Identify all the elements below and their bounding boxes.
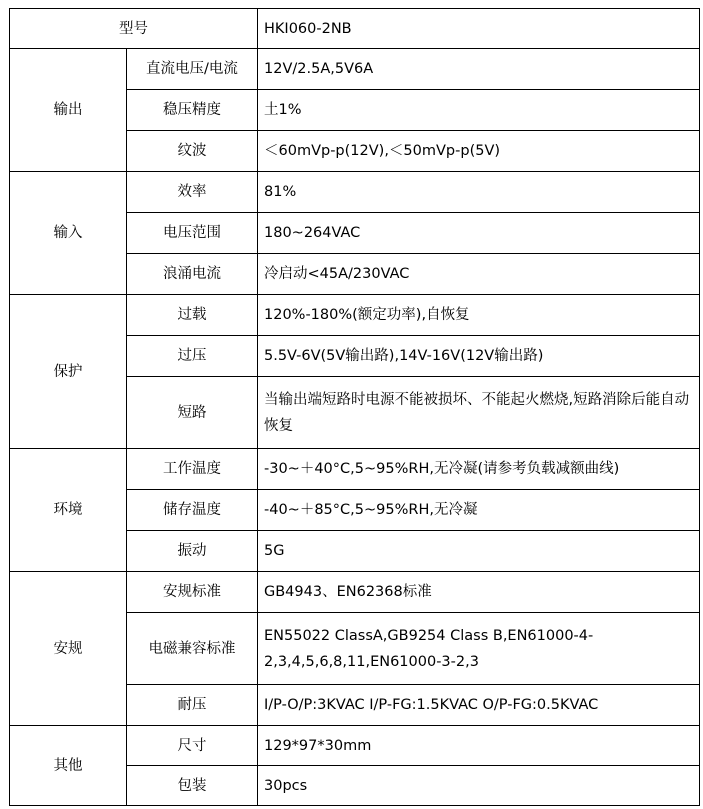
row-label: 包装	[127, 766, 258, 806]
row-label: 耐压	[127, 685, 258, 726]
table-row	[10, 172, 700, 213]
row-value: 129*97*30mm	[258, 726, 700, 766]
row-value: 120%-180%(额定功率),自恢复	[258, 295, 700, 336]
row-label: 稳压精度	[127, 90, 258, 131]
row-value: 当输出端短路时电源不能被损坏、不能起火燃烧,短路消除后能自动恢复	[258, 377, 700, 449]
row-value: -30~＋40°C,5~95%RH,无冷凝(请参考负载减额曲线)	[258, 449, 700, 490]
row-label: 直流电压/电流	[127, 49, 258, 90]
row-value: 冷启动<45A/230VAC	[258, 254, 700, 295]
table-row	[10, 449, 700, 490]
row-label: 纹波	[127, 131, 258, 172]
row-value: 180~264VAC	[258, 213, 700, 254]
table-row	[10, 726, 700, 766]
group-safety: 安规	[10, 572, 127, 726]
row-label: 工作温度	[127, 449, 258, 490]
row-label: 过压	[127, 336, 258, 377]
row-label: 安规标准	[127, 572, 258, 613]
row-value: 30pcs	[258, 766, 700, 806]
row-value: 5.5V-6V(5V输出路),14V-16V(12V输出路)	[258, 336, 700, 377]
table-row	[10, 49, 700, 90]
spec-table	[9, 8, 700, 806]
row-value: 5G	[258, 531, 700, 572]
row-value: I/P-O/P:3KVAC I/P-FG:1.5KVAC O/P-FG:0.5KVAC	[258, 685, 700, 726]
model-label: 型号	[10, 9, 258, 49]
row-value: ＜60mVp-p(12V),＜50mVp-p(5V)	[258, 131, 700, 172]
group-environment: 环境	[10, 449, 127, 572]
row-value: 土1%	[258, 90, 700, 131]
group-other: 其他	[10, 726, 127, 806]
row-label: 短路	[127, 377, 258, 449]
row-value: 81%	[258, 172, 700, 213]
row-value: EN55022 ClassA,GB9254 Class B,EN61000-4-2,3,4,5,6,8,11,EN61000-3-2,3	[258, 613, 700, 685]
model-row	[10, 9, 700, 49]
row-value: GB4943、EN62368标准	[258, 572, 700, 613]
group-protection: 保护	[10, 295, 127, 449]
row-label: 效率	[127, 172, 258, 213]
group-output: 输出	[10, 49, 127, 172]
row-value: -40~＋85°C,5~95%RH,无冷凝	[258, 490, 700, 531]
row-label: 电压范围	[127, 213, 258, 254]
row-value: 12V/2.5A,5V6A	[258, 49, 700, 90]
row-label: 储存温度	[127, 490, 258, 531]
table-row	[10, 295, 700, 336]
table-row	[10, 572, 700, 613]
row-label: 电磁兼容标准	[127, 613, 258, 685]
group-input: 输入	[10, 172, 127, 295]
row-label: 尺寸	[127, 726, 258, 766]
row-label: 浪涌电流	[127, 254, 258, 295]
row-label: 振动	[127, 531, 258, 572]
row-label: 过载	[127, 295, 258, 336]
model-value: HKI060-2NB	[258, 9, 700, 49]
